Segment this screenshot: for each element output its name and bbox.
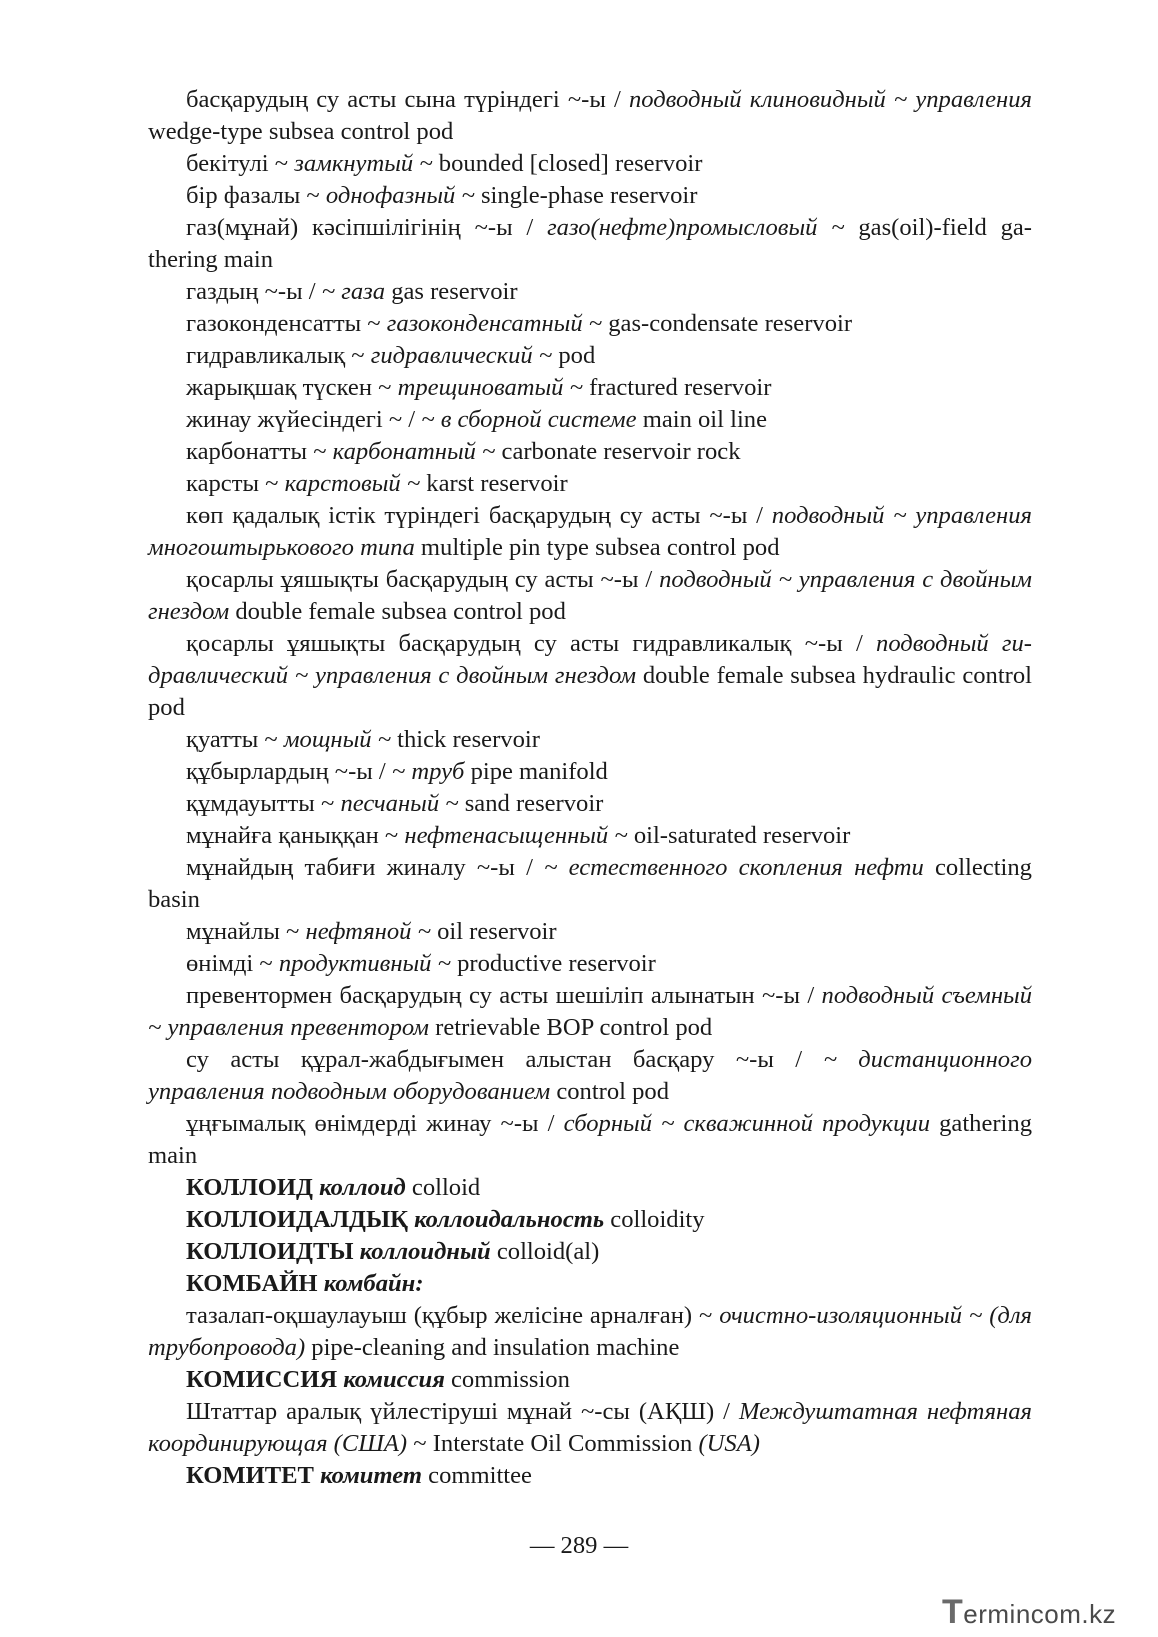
dict-entry: қосарлы ұяшықты басқарудың су асты гидравликалық ~-ы / подводный гидравлический ~ управления с двойным гнездом double female subsea hydraulic control pod — [148, 630, 1032, 721]
dict-entry: карбонатты ~ карбонатный ~ carbonate reservoir rock — [186, 438, 741, 465]
headword-entry: КОЛЛОИДАЛДЫҚ коллоидальность colloidity — [186, 1206, 705, 1233]
dict-entry: жинау жүйесіндегі ~ / ~ в сборной системе main oil line — [186, 406, 768, 433]
dict-entry: газоконденсатты ~ газоконденсатный ~ gas-condensate reservoir — [186, 310, 853, 337]
dict-entry: карсты ~ карстовый ~ karst reservoir — [186, 470, 568, 497]
headword-entry: КОМИССИЯ комиссия commission — [186, 1366, 570, 1393]
dict-entry: тазалап-оқшаулауыш (құбыр желісіне арналған) ~ очистно-изоляционный ~ (для трубопровода) pipe-cleaning and insulation machine — [148, 1302, 1032, 1361]
dict-entry: қосарлы ұяшықты басқарудың су асты ~-ы / подводный ~ управления с двойным гнездом double female subsea control pod — [148, 566, 1032, 625]
dict-entry: ұңғымалық өнімдерді жинау ~-ы / сборный ~ скважинной продукции gathering main — [148, 1110, 1032, 1169]
watermark-text: ermincom.kz — [963, 1599, 1117, 1629]
dict-entry: құмдауытты ~ песчаный ~ sand reservoir — [186, 790, 604, 817]
dict-entry: бір фазалы ~ однофазный ~ single-phase reservoir — [186, 182, 698, 209]
dict-entry: мұнайға қаныққан ~ нефтенасыщенный ~ oil-saturated reservoir — [186, 822, 851, 849]
headword-entry: КОМБАЙН комбайн: — [186, 1270, 424, 1297]
dict-entry: басқарудың су асты сына түріндегі ~-ы / подводный клиновидный ~ управления wedge-type subsea control pod — [148, 86, 1032, 145]
headword-entry: КОЛЛОИДТЫ коллоидный colloid(al) — [186, 1238, 600, 1265]
dict-entry: газдың ~-ы / ~ газа gas reservoir — [186, 278, 518, 305]
dict-entry: бекітулі ~ замкнутый ~ bounded [closed] reservoir — [186, 150, 703, 177]
dict-entry: Штаттар аралық үйлестіруші мұнай ~-сы (АҚШ) / Междуштатная нефтяная координирующая (США) ~ Interstate Oil Commission (USA) — [148, 1398, 1032, 1457]
watermark-initial: T — [942, 1593, 964, 1631]
dict-entry: су асты құрал-жабдығымен алыстан басқару ~-ы / ~ дистанционного управления подводным оборудованием control pod — [148, 1046, 1032, 1105]
dict-entry: газ(мұнай) кәсіпшілігінің ~-ы / газо(нефте)промысловый ~ gas(oil)-field gathering main — [148, 214, 1032, 273]
page-number: — 289 — — [529, 1532, 629, 1559]
dictionary-body — [148, 84, 1032, 1492]
dict-entry: құбырлардың ~-ы / ~ труб pipe manifold — [186, 758, 608, 785]
dict-entry: мұнайлы ~ нефтяной ~ oil reservoir — [186, 918, 557, 945]
headword-entry: КОМИТЕТ комитет committee — [186, 1462, 532, 1489]
dict-entry: жарықшақ түскен ~ трещиноватый ~ fractured reservoir — [186, 374, 772, 401]
dict-entry: мұнайдың табиғи жиналу ~-ы / ~ естественного скопления нефти collecting basin — [148, 854, 1032, 913]
dict-entry: превентормен басқарудың су асты шешiлiп алынатын ~-ы / подводный съемный ~ управления превентором retrievable BOP control pod — [148, 982, 1032, 1041]
headword-entry: КОЛЛОИД коллоид colloid — [186, 1174, 481, 1201]
dict-entry: қуатты ~ мощный ~ thick reservoir — [186, 726, 540, 753]
site-watermark-logo — [942, 1593, 1147, 1633]
dict-entry: өнімді ~ продуктивный ~ productive reservoir — [186, 950, 656, 977]
dict-entry: көп қадалық iстiк түрiндегi басқарудың су асты ~-ы / подводный ~ управления многоштырькового типа multiple pin type subsea control pod — [148, 502, 1032, 561]
dict-entry: гидравликалық ~ гидравлический ~ pod — [186, 342, 596, 369]
